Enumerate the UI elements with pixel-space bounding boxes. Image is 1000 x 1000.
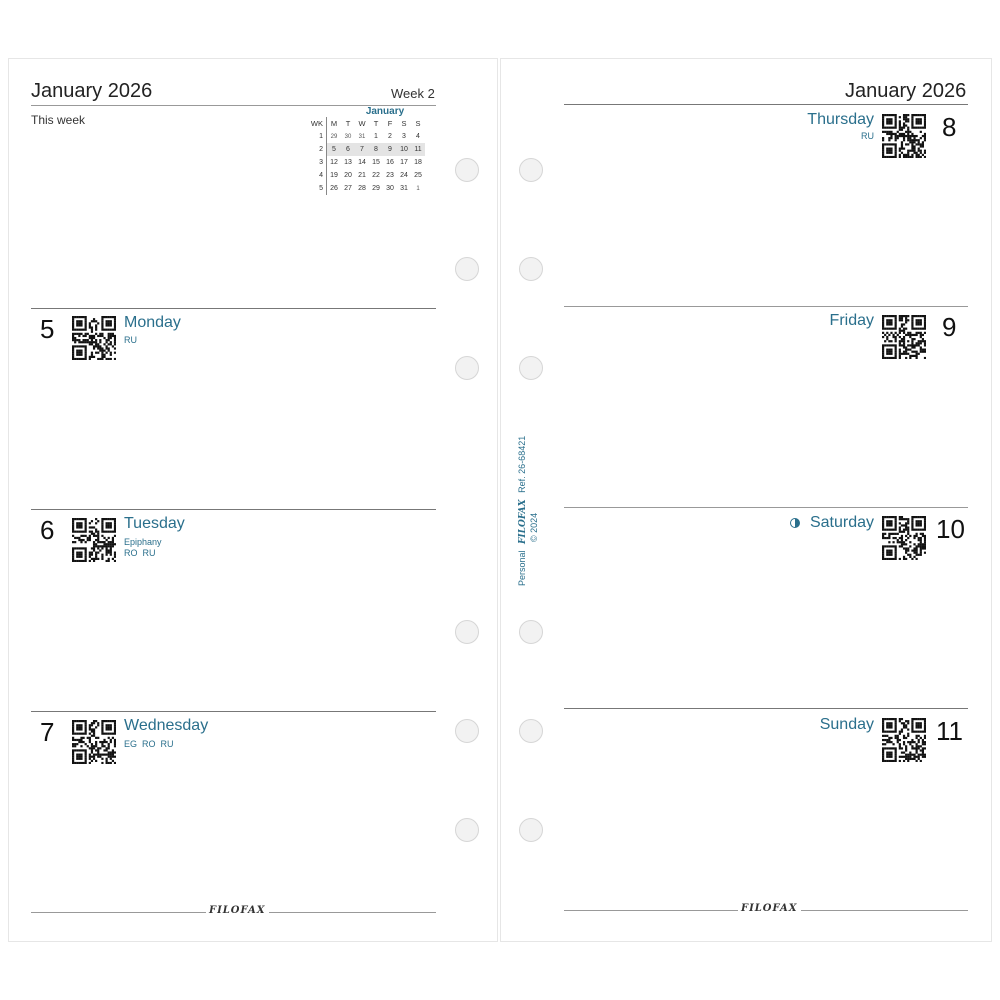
mini-calendar-day: 2 bbox=[388, 133, 392, 140]
mini-calendar-day: 4 bbox=[416, 133, 420, 140]
tuesday-holiday: Epiphany bbox=[124, 537, 162, 547]
thursday-holiday-codes: RU bbox=[861, 131, 874, 141]
mini-calendar-day: 17 bbox=[400, 159, 408, 166]
binder-hole bbox=[519, 257, 543, 281]
mini-calendar-week-row bbox=[308, 143, 425, 156]
qr-code-icon bbox=[882, 114, 926, 158]
monday-name: Monday bbox=[124, 314, 181, 331]
right-header-rule bbox=[564, 104, 968, 105]
mini-calendar-day: 31 bbox=[400, 185, 408, 192]
wednesday-rule bbox=[31, 711, 436, 712]
thursday-number: 8 bbox=[942, 112, 957, 142]
mini-calendar-week-number: 2 bbox=[308, 143, 327, 156]
saturday-name: Saturday bbox=[809, 514, 874, 531]
mini-calendar-day: 9 bbox=[383, 143, 397, 156]
friday-rule bbox=[564, 306, 968, 307]
mini-calendar-day: 8 bbox=[369, 143, 383, 156]
qr-code-icon bbox=[72, 720, 116, 764]
saturday-number: 10 bbox=[936, 514, 965, 544]
mini-calendar-day: 29 bbox=[330, 133, 338, 140]
mini-calendar-week-number: 3 bbox=[308, 156, 327, 169]
mini-calendar-day: 6 bbox=[341, 143, 355, 156]
tuesday-rule bbox=[31, 509, 436, 510]
this-week-label: This week bbox=[31, 113, 86, 127]
mini-calendar-day: 16 bbox=[386, 159, 394, 166]
monday-holiday-codes: RU bbox=[124, 335, 137, 345]
sunday-number: 11 bbox=[936, 716, 963, 746]
binder-hole bbox=[519, 818, 543, 842]
wednesday-number: 7 bbox=[40, 717, 55, 747]
mini-calendar-day: 30 bbox=[386, 185, 394, 192]
spine-copyright: © 2024 bbox=[529, 512, 539, 542]
mini-calendar-day: 13 bbox=[344, 159, 352, 166]
sunday-name: Sunday bbox=[819, 716, 874, 733]
mini-calendar-day: 27 bbox=[344, 185, 352, 192]
mini-calendar-wk-header: WK bbox=[308, 117, 327, 130]
binder-hole bbox=[455, 620, 479, 644]
qr-code-icon bbox=[882, 718, 926, 762]
saturday-rule bbox=[564, 507, 968, 508]
mini-calendar-day: 11 bbox=[411, 143, 425, 156]
mini-calendar-day: 21 bbox=[358, 172, 366, 179]
qr-code-icon bbox=[882, 315, 926, 359]
wednesday-holiday-codes: EG RO RU bbox=[124, 739, 174, 749]
mini-calendar-day: 5 bbox=[327, 143, 342, 156]
mini-calendar-day-header: T bbox=[345, 119, 351, 128]
binder-hole bbox=[519, 158, 543, 182]
mini-calendar-day-header: W bbox=[358, 119, 366, 128]
mini-calendar-day: 31 bbox=[358, 133, 366, 140]
mini-calendar-day-header: F bbox=[387, 119, 393, 128]
mini-calendar-day: 1 bbox=[416, 185, 420, 192]
mini-calendar-day: 20 bbox=[344, 172, 352, 179]
mini-calendar-day: 22 bbox=[372, 172, 380, 179]
wednesday-name: Wednesday bbox=[124, 717, 209, 734]
mini-calendar-day-header: M bbox=[330, 119, 338, 128]
sunday-rule bbox=[564, 708, 968, 709]
binder-hole bbox=[519, 356, 543, 380]
mini-calendar-day: 23 bbox=[386, 172, 394, 179]
thursday-name: Thursday bbox=[807, 111, 874, 128]
tuesday-number: 6 bbox=[40, 515, 55, 545]
binder-hole bbox=[455, 257, 479, 281]
svg-text:Personal FILOFAX bbox=[517, 436, 528, 586]
half-moon-icon bbox=[790, 518, 800, 528]
binder-hole bbox=[519, 719, 543, 743]
binder-hole bbox=[455, 818, 479, 842]
week-label: Week 2 bbox=[391, 86, 435, 101]
qr-code-icon bbox=[882, 516, 926, 560]
monday-rule bbox=[31, 308, 436, 309]
mini-calendar-week-row bbox=[308, 130, 425, 143]
binder-hole bbox=[455, 356, 479, 380]
filofax-logo: FILOFAX bbox=[206, 905, 269, 916]
mini-calendar-day: 12 bbox=[330, 159, 338, 166]
tuesday-holiday-codes: RO RU bbox=[124, 548, 156, 558]
left-month-title: January 2026 bbox=[31, 80, 153, 102]
mini-calendar-day: 14 bbox=[358, 159, 366, 166]
mini-calendar-day: 30 bbox=[344, 133, 352, 140]
mini-calendar-day: 24 bbox=[400, 172, 408, 179]
mini-calendar-day: 1 bbox=[374, 133, 378, 140]
right-month-title: January 2026 bbox=[845, 80, 967, 102]
mini-calendar-day: 10 bbox=[397, 143, 411, 156]
mini-calendar-week-number: 5 bbox=[308, 182, 327, 195]
binder-hole bbox=[455, 719, 479, 743]
mini-calendar-day: 15 bbox=[372, 159, 380, 166]
mini-calendar-week-number: 4 bbox=[308, 169, 327, 182]
monday-number: 5 bbox=[40, 314, 55, 344]
mini-calendar-day: 25 bbox=[414, 172, 422, 179]
spine-filofax-logo: FILOFAX bbox=[518, 499, 528, 544]
mini-calendar-week-number: 1 bbox=[308, 130, 327, 143]
mini-calendar-day-header: S bbox=[401, 119, 407, 128]
mini-calendar-day-header: T bbox=[373, 119, 379, 128]
mini-calendar-grid bbox=[308, 117, 425, 195]
mini-calendar-title: January bbox=[365, 106, 405, 117]
binder-hole bbox=[519, 620, 543, 644]
binder-hole bbox=[455, 158, 479, 182]
spine-ref-label: Ref. 26-68421 bbox=[517, 435, 527, 493]
mini-calendar-day: 26 bbox=[330, 185, 338, 192]
mini-calendar bbox=[308, 106, 440, 195]
friday-number: 9 bbox=[942, 312, 957, 342]
mini-calendar-day: 7 bbox=[355, 143, 369, 156]
spine-personal-label: Personal bbox=[517, 550, 527, 586]
mini-calendar-day: 3 bbox=[402, 133, 406, 140]
qr-code-icon bbox=[72, 316, 116, 360]
mini-calendar-day: 28 bbox=[358, 185, 366, 192]
filofax-logo: FILOFAX bbox=[738, 903, 801, 914]
mini-calendar-week-row bbox=[308, 182, 425, 195]
friday-name: Friday bbox=[829, 312, 874, 329]
right-page bbox=[500, 58, 992, 942]
mini-calendar-week-row bbox=[308, 169, 425, 182]
mini-calendar-day: 29 bbox=[372, 185, 380, 192]
mini-calendar-day: 19 bbox=[330, 172, 338, 179]
mini-calendar-day: 18 bbox=[414, 159, 422, 166]
mini-calendar-week-row bbox=[308, 156, 425, 169]
qr-code-icon bbox=[72, 518, 116, 562]
tuesday-name: Tuesday bbox=[124, 515, 185, 532]
mini-calendar-day-header: S bbox=[415, 119, 421, 128]
spine-imprint bbox=[512, 418, 552, 588]
